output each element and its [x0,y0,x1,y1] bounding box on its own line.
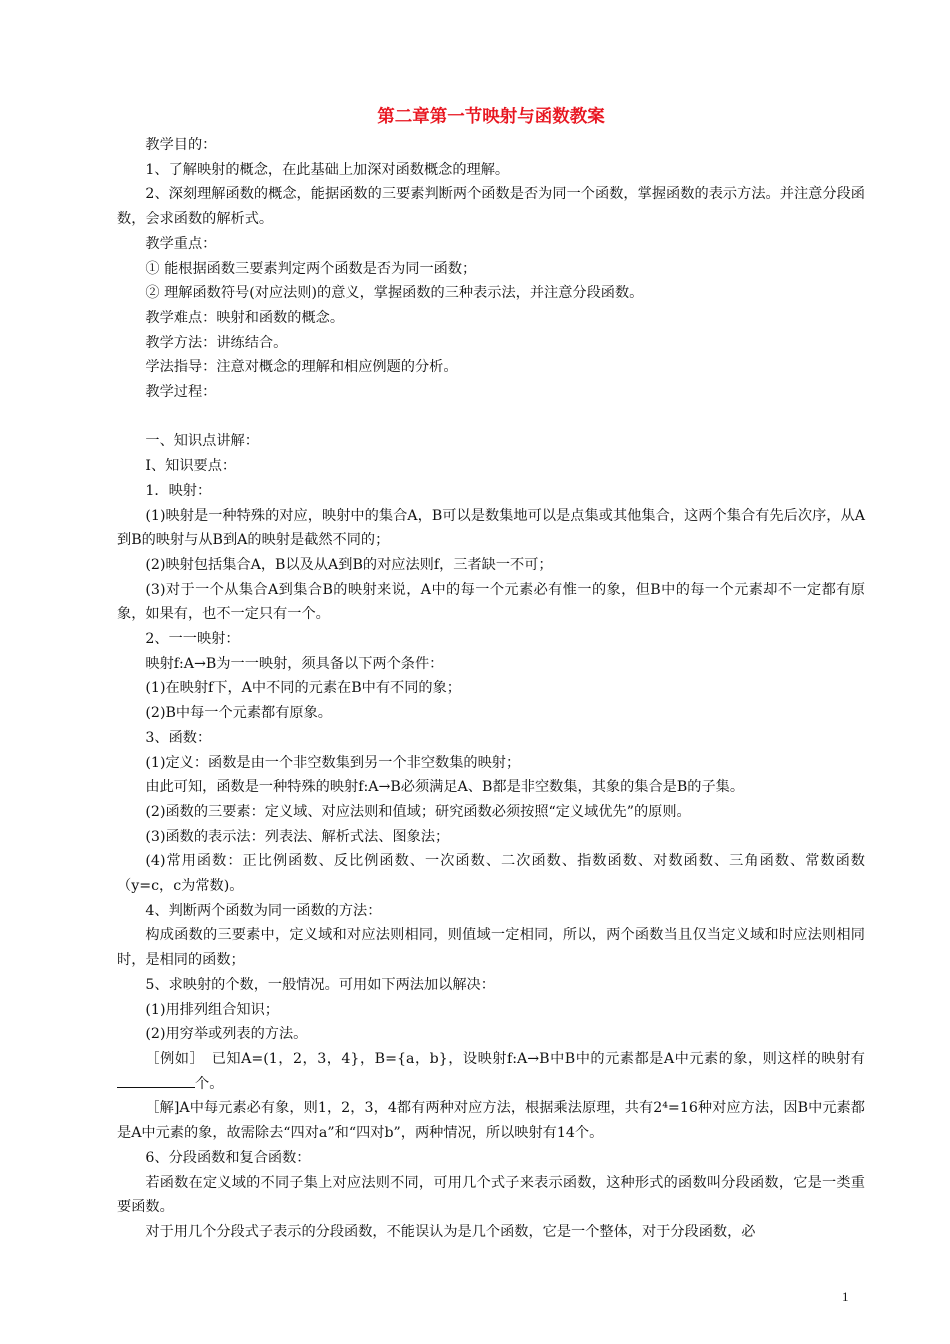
paragraph: (3)对于一个从集合A到集合B的映射来说，A中的每一个元素必有惟一的象，但B中的每一个元素却不一定都有原象，如果有，也不一定只有一个。 [117,581,865,623]
paragraph: (2)用穷举或列表的方法。 [145,1026,308,1043]
answer-blank [117,1072,195,1088]
paragraph: 4、判断两个函数为同一函数的方法： [145,902,382,919]
paragraph: 构成函数的三要素中，定义域和对应法则相同，则值域一定相同，所以，两个函数当且仅当定义域和时应法则相同时，是相同的函数； [117,927,865,969]
paragraph: 1．映射： [145,482,212,499]
example-paragraph [117,1047,865,1096]
paragraph: (1)在映射f下，A中不同的元素在B中有不同的象； [145,680,461,697]
document-page [117,105,865,1245]
paragraph: 教学目的： [145,137,217,153]
paragraph: 教学过程： [145,384,217,401]
paragraph: (2)映射包括集合A，B以及从A到B的对应法则f，三者缺一不可； [145,556,553,573]
example-text: ［例如］ 已知A=(1，2，3，4}，B={a，b}，设映射f:A→B中B中的元素都是A中元素的象，则这样的映射有 [145,1051,865,1067]
paragraph: ② 理解函数符号(对应法则)的意义，掌握函数的三种表示法，并注意分段函数。 [145,285,644,302]
paragraph: 对于用几个分段式子表示的分段函数，不能误认为是几个函数，它是一个整体，对于分段函数，必 [145,1223,756,1240]
paragraph: (4)常用函数：正比例函数、反比例函数、一次函数、二次函数、指数函数、对数函数、三角函数、常数函数（y=c，c为常数)。 [117,853,865,895]
paragraph: 教学重点： [145,235,217,252]
section-heading: Ⅰ、知识要点： [145,458,237,475]
paragraph: 1、了解映射的概念，在此基础上加深对函数概念的理解。 [145,161,510,178]
paragraph: 3、函数： [145,729,212,746]
paragraph: 5、求映射的个数，一般情况。可用如下两法加以解决： [145,976,495,993]
paragraph: 6、分段函数和复合函数： [145,1149,311,1166]
section-heading: 一、知识点讲解： [145,433,259,450]
document-title: 第二章第一节映射与函数教案 [377,107,605,127]
paragraph: 2、一一映射： [145,631,240,648]
paragraph: (3)函数的表示法：列表法、解析式法、图象法； [145,828,450,845]
page-number: 1 [842,1289,849,1304]
paragraph: (1)用排列组合知识； [145,1001,279,1018]
paragraph: (1)定义：函数是由一个非空数集到另一个非空数集的映射； [145,754,521,771]
paragraph: 映射f:A→B为一一映射，须具备以下两个条件： [145,655,444,672]
solution-paragraph: ［解]A中每元素必有象，则1，2，3，4都有两种对应方法，根据乘法原理，共有2⁴=16种对应方法，因B中元素都是A中元素的象，故需除去“四对a”和“四对b”，两种情况，所以映射有14个。 [117,1100,865,1142]
paragraph: ① 能根据函数三要素判定两个函数是否为同一函数； [145,260,477,277]
paragraph: 2、深刻理解函数的概念，能据函数的三要素判断两个函数是否为同一个函数，掌握函数的表示方法。并注意分段函数，会求函数的解析式。 [117,186,865,228]
paragraph: (2)B中每一个元素都有原象。 [145,705,332,722]
paragraph: (1)映射是一种特殊的对应，映射中的集合A，B可以是数集地可以是点集或其他集合，这两个集合有先后次序，从A到B的映射与从B到A的映射是截然不同的； [117,507,865,549]
paragraph: (2)函数的三要素：定义域、对应法则和值域；研究函数必须按照“定义域优先”的原则。 [145,803,691,820]
paragraph: 教学难点：映射和函数的概念。 [145,309,345,326]
example-text-end: 个。 [195,1075,224,1092]
blank-line [117,405,865,430]
paragraph: 由此可知，函数是一种特殊的映射f:A→B必须满足A、B都是非空数集，其象的集合是B的子集。 [145,779,745,796]
paragraph: 教学方法：讲练结合。 [145,334,288,351]
paragraph: 学法指导：注意对概念的理解和相应例题的分析。 [145,359,458,376]
paragraph: 若函数在定义域的不同子集上对应法则不同，可用几个式子来表示函数，这种形式的函数叫分段函数，它是一类重要函数。 [117,1174,865,1216]
